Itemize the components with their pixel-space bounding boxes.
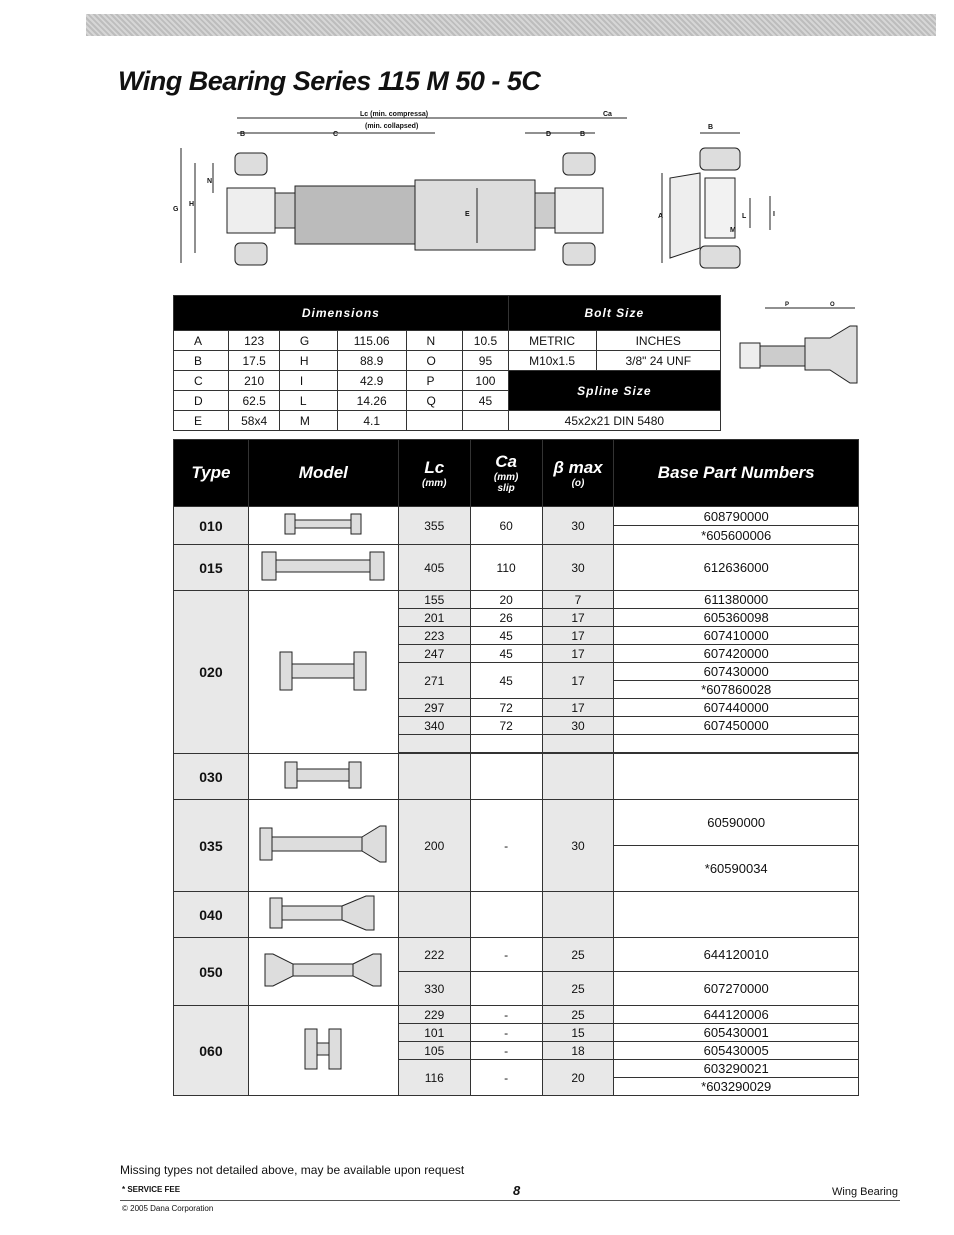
table-row: *605600006	[174, 526, 859, 545]
model-010-image	[248, 507, 398, 545]
table-header-row	[174, 440, 859, 507]
flange-drawing	[735, 298, 865, 408]
label-ca: Ca	[603, 111, 612, 118]
header-band	[86, 14, 936, 36]
page-title: Wing Bearing Series 115 M 50 - 5C	[118, 66, 541, 96]
bolt-size-header: Bolt Size	[508, 296, 720, 331]
table-row: 035 200 - 30 60590000	[174, 800, 859, 846]
driveshaft-drawing	[165, 108, 635, 288]
label-e: E	[465, 211, 470, 218]
bolt-inches-col: INCHES	[596, 331, 720, 351]
type-020: 020	[174, 591, 249, 754]
spline-size-value: 45x2x21 DIN 5480	[508, 411, 720, 431]
table-row: C 210 I 42.9 P 100 Spline Size	[174, 371, 721, 391]
label-h: H	[189, 201, 195, 208]
model-035-image	[248, 800, 398, 892]
flange-label-o: O	[830, 302, 835, 308]
table-row: 223 45 17 607410000	[174, 627, 859, 645]
flange-label-p: P	[785, 302, 790, 308]
product-table	[173, 439, 859, 1096]
type-060: 060	[174, 1006, 249, 1096]
col-parts: Base Part Numbers	[614, 440, 859, 507]
type-015: 015	[174, 545, 249, 591]
side-label-b: B	[708, 124, 714, 131]
bolt-metric-col: METRIC	[508, 331, 596, 351]
bolt-inches-value: 3/8" 24 UNF	[596, 351, 720, 371]
model-040-image	[248, 892, 398, 938]
col-ca: Ca (mm) slip	[470, 440, 542, 507]
side-label-i: I	[773, 211, 775, 218]
side-view-drawing	[650, 118, 785, 278]
table-row: 330 25 607270000	[174, 972, 859, 1006]
type-035: 035	[174, 800, 249, 892]
page-number: 8	[513, 1183, 521, 1198]
dimensions-table	[173, 295, 721, 431]
table-row: 247 45 17 607420000	[174, 645, 859, 663]
service-fee-note: * SERVICE FEE	[122, 1185, 181, 1194]
col-lc: Lc (mm)	[398, 440, 470, 507]
table-row: 101 - 15 605430001	[174, 1024, 859, 1042]
side-label-m: M	[730, 227, 736, 234]
side-label-l: L	[742, 213, 747, 220]
table-row: 015 405 110 30 612636000	[174, 545, 859, 591]
type-050: 050	[174, 938, 249, 1006]
table-row: B 17.5 H 88.9 O 95 M10x1.5 3/8" 24 UNF	[174, 351, 721, 371]
table-row: 116 - 20 603290021	[174, 1060, 859, 1078]
model-015-image	[248, 545, 398, 591]
table-row: D 62.5 L 14.26 Q 45	[174, 391, 721, 411]
table-row: A 123 G 115.06 N 10.5 METRIC INCHES	[174, 331, 721, 351]
label-g: G	[173, 206, 179, 213]
table-row: 060 229 - 25 644120006	[174, 1006, 859, 1024]
table-row: 020 155 20 7 611380000	[174, 591, 859, 609]
footer-divider	[120, 1200, 900, 1201]
table-row	[174, 892, 859, 938]
bolt-metric-value: M10x1.5	[508, 351, 596, 371]
col-type: Type	[174, 440, 249, 507]
col-beta: β max (o)	[542, 440, 614, 507]
dimensions-header: Dimensions	[174, 296, 509, 331]
label-lc2: (min. collapsed)	[365, 123, 419, 130]
table-row: *603290029	[174, 1078, 859, 1096]
table-row: 201 26 17 605360098	[174, 609, 859, 627]
table-row: 010 355 60 30 608790000	[174, 507, 859, 526]
model-050-image	[248, 938, 398, 1006]
model-020-image	[248, 591, 398, 754]
footer-note: Missing types not detailed above, may be available upon request	[120, 1163, 465, 1177]
type-030: 030	[174, 754, 249, 800]
type-040: 040	[174, 892, 249, 938]
model-030-image	[248, 754, 398, 800]
label-b2: B	[580, 131, 586, 138]
copyright: © 2005 Dana Corporation	[122, 1204, 214, 1213]
label-lc: Lc (min. compressa)	[360, 111, 429, 118]
table-row: *607860028	[174, 681, 859, 699]
table-row: 105 - 18 605430005	[174, 1042, 859, 1060]
spline-size-header: Spline Size	[508, 371, 720, 411]
col-model: Model	[248, 440, 398, 507]
label-b: B	[240, 131, 246, 138]
table-row: 271 45 17 607430000	[174, 663, 859, 681]
table-row: 340 72 30 607450000	[174, 717, 859, 735]
side-label-a: A	[658, 213, 664, 220]
type-010: 010	[174, 507, 249, 545]
table-row: 050 222 - 25 644120010	[174, 938, 859, 972]
table-row: *60590034	[174, 846, 859, 892]
table-row: E 58x4 M 4.1 45x2x21 DIN 5480	[174, 411, 721, 431]
model-060-image	[248, 1006, 398, 1096]
table-row: 297 72 17 607440000	[174, 699, 859, 717]
section-name: Wing Bearing	[832, 1186, 899, 1198]
label-d: D	[546, 131, 552, 138]
table-row	[174, 754, 859, 800]
label-c: C	[333, 131, 339, 138]
label-n: N	[207, 178, 213, 185]
